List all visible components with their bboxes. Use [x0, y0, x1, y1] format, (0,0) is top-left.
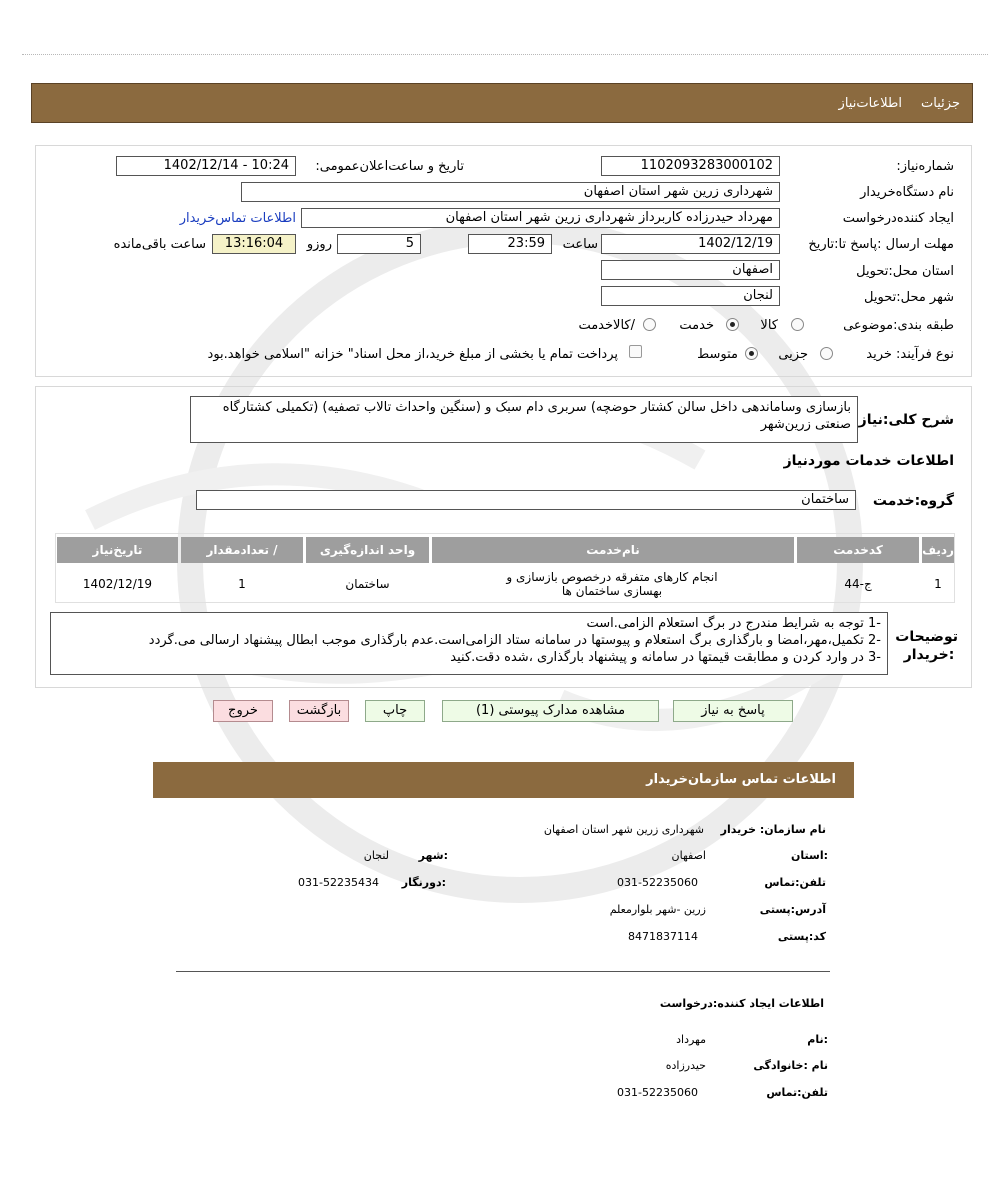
contact-title: اطلاعات تماس سازمان‌خریدار — [646, 772, 836, 787]
contact-address: زرین -شهر بلوارمعلم — [609, 903, 706, 916]
reply-button[interactable]: پاسخ به نیاز — [673, 700, 793, 722]
table-cell-row: 1 — [934, 577, 942, 591]
creator-name: مهرداد — [676, 1033, 706, 1046]
note-line-3: -3 در وارد کردن و مطابقت قیمتها در سامانه و پیشنهاد بارگذاری ،شده دقت.کنید — [450, 650, 881, 665]
category-goods-radio[interactable] — [791, 318, 804, 331]
need-info-panel — [35, 145, 972, 377]
announce-date-label: تاریخ و ساعت‌اعلان‌عمومی: — [315, 159, 464, 174]
creator-phone-label: تلفن:تماس — [766, 1086, 828, 1099]
process-type-label: نوع فرآیند: خرید — [866, 347, 954, 362]
contact-org-label: نام سازمان: خریدار — [720, 823, 826, 836]
top-dotted-divider — [22, 54, 988, 55]
contact-postal-label: کد:پستی — [777, 930, 826, 943]
category-both-label: /کالاخدمت — [578, 318, 635, 333]
note-line-2: -2 تکمیل،مهر،امضا و بارگذاری برگ استعلام و پیوستها در سامانه ستاد الزامی‌است.عدم بارگذاری موجب ابطال پیشنهاد ارسالی می.گردد — [148, 633, 881, 648]
summary-label: شرح کلی:نیاز — [858, 412, 954, 428]
buyer-contact-link[interactable]: اطلاعات تماس‌خریدار — [179, 211, 296, 226]
buyer-notes-text — [50, 612, 888, 675]
deadline-time-label: ساعت — [562, 237, 598, 252]
tab-details[interactable]: جزئیات — [921, 96, 960, 111]
buyer-label: نام دستگاه‌خریدار — [860, 185, 954, 200]
deadline-time-field[interactable]: 23:59 — [468, 234, 552, 254]
header-tabs-bar — [31, 83, 973, 123]
deadline-date-field[interactable]: 1402/12/19 — [601, 234, 780, 254]
col-header-row: ردیف — [922, 537, 954, 563]
table-cell-date: 1402/12/19 — [82, 577, 153, 591]
summary-text: بازسازی وساماندهی داخل سالن کشتار حوضچه) سربری دام سبک و (سنگین واحداث تالاب تصفیه) (تکمیلی کشتارگاه صنعتی زرین‌شهر — [190, 396, 858, 443]
city-label: شهر محل:تحویل — [864, 290, 954, 305]
view-documents-button[interactable]: مشاهده مدارک پیوستی (1) — [442, 700, 659, 722]
process-partial-radio[interactable] — [820, 347, 833, 360]
exit-button[interactable]: خروج — [213, 700, 273, 722]
category-service-label: خدمت — [679, 318, 714, 333]
buyer-field[interactable]: شهرداری زرین شهر استان اصفهان — [241, 182, 780, 202]
services-title: اطلاعات خدمات موردنیاز — [783, 453, 954, 469]
creator-info-title: اطلاعات ایجاد کننده:درخواست — [659, 997, 824, 1010]
back-button[interactable]: بازگشت — [289, 700, 349, 722]
col-header-unit: واحد اندازه‌گیری — [306, 537, 429, 563]
treasury-payment-label: پرداخت تمام یا بخشی از مبلغ خرید،از محل اسناد" خزانه "اسلامی خواهد.بود — [207, 347, 618, 362]
contact-phone-label: تلفن:تماس — [764, 876, 826, 889]
print-button[interactable]: چاپ — [365, 700, 425, 722]
contact-city-label: :شهر — [418, 849, 448, 862]
contact-divider — [176, 971, 830, 972]
province-label: استان محل:تحویل — [856, 264, 954, 279]
city-field[interactable]: لنجان — [601, 286, 780, 306]
category-label: طبقه بندی:موضوعی — [843, 318, 954, 333]
remaining-time-field: 13:16:04 — [212, 234, 296, 254]
creator-phone: 031-52235060 — [617, 1086, 698, 1099]
category-both-radio[interactable] — [643, 318, 656, 331]
province-field[interactable]: اصفهان — [601, 260, 780, 280]
contact-org: شهرداری زرین شهر استان اصفهان — [543, 823, 704, 836]
announce-date-field[interactable]: 1402/12/14 - 10:24 — [116, 156, 296, 176]
contact-city: لنجان — [363, 849, 389, 862]
contact-postal: 8471837114 — [628, 930, 698, 943]
tab-need-info[interactable]: اطلاعات‌نیاز — [838, 96, 902, 111]
days-field[interactable]: 5 — [337, 234, 421, 254]
process-medium-label: متوسط — [697, 347, 738, 362]
contact-phone: 031-52235060 — [617, 876, 698, 889]
contact-province: اصفهان — [671, 849, 706, 862]
table-cell-name: انجام کارهای متفرقه درخصوص بازسازی و بهسازی ساختمان ها — [506, 570, 718, 598]
service-group-field[interactable]: ساختمان — [196, 490, 856, 510]
contact-fax-label: :دورنگار — [401, 876, 446, 889]
creator-field[interactable]: مهرداد حیدرزاده کاربرداز شهرداری زرین شهر استان اصفهان — [301, 208, 780, 228]
col-header-qty: / تعدادمقدار — [181, 537, 303, 563]
col-header-name: نام‌خدمت — [432, 537, 794, 563]
contact-fax: 031-52235434 — [298, 876, 379, 889]
need-number-field[interactable]: 1102093283000102 — [601, 156, 780, 176]
contact-province-label: :استان — [791, 849, 828, 862]
creator-label: ایجاد کننده‌درخواست — [842, 211, 954, 226]
note-line-1: -1 توجه به شرایط مندرج در برگ استعلام الزامی.است — [586, 616, 881, 631]
creator-family: حیدرزاده — [665, 1059, 706, 1072]
days-label: روزو — [306, 237, 332, 252]
treasury-payment-checkbox[interactable] — [629, 345, 642, 358]
buyer-notes-label: توضیحات :خریدار — [895, 629, 958, 663]
category-goods-label: کالا — [760, 318, 778, 333]
process-partial-label: جزیی — [778, 347, 808, 362]
category-service-radio[interactable] — [726, 318, 739, 331]
table-cell-qty: 1 — [238, 577, 246, 591]
creator-name-label: :نام — [807, 1033, 828, 1046]
remaining-label: ساعت باقی‌مانده — [113, 237, 206, 252]
col-header-code: کدخدمت — [797, 537, 919, 563]
creator-family-label: نام :خانوادگی — [753, 1059, 828, 1072]
service-group-label: گروه:خدمت — [872, 493, 954, 509]
deadline-label: مهلت ارسال :پاسخ تا:تاریخ — [808, 237, 954, 252]
contact-address-label: آدرس:پستی — [759, 903, 826, 916]
need-number-label: شماره‌نیاز: — [896, 159, 954, 174]
contact-section-header — [153, 762, 854, 798]
process-medium-radio[interactable] — [745, 347, 758, 360]
table-cell-unit: ساختمان — [345, 577, 390, 591]
table-cell-code: ج-44 — [844, 577, 872, 591]
col-header-date: تاریخ‌نیاز — [57, 537, 178, 563]
